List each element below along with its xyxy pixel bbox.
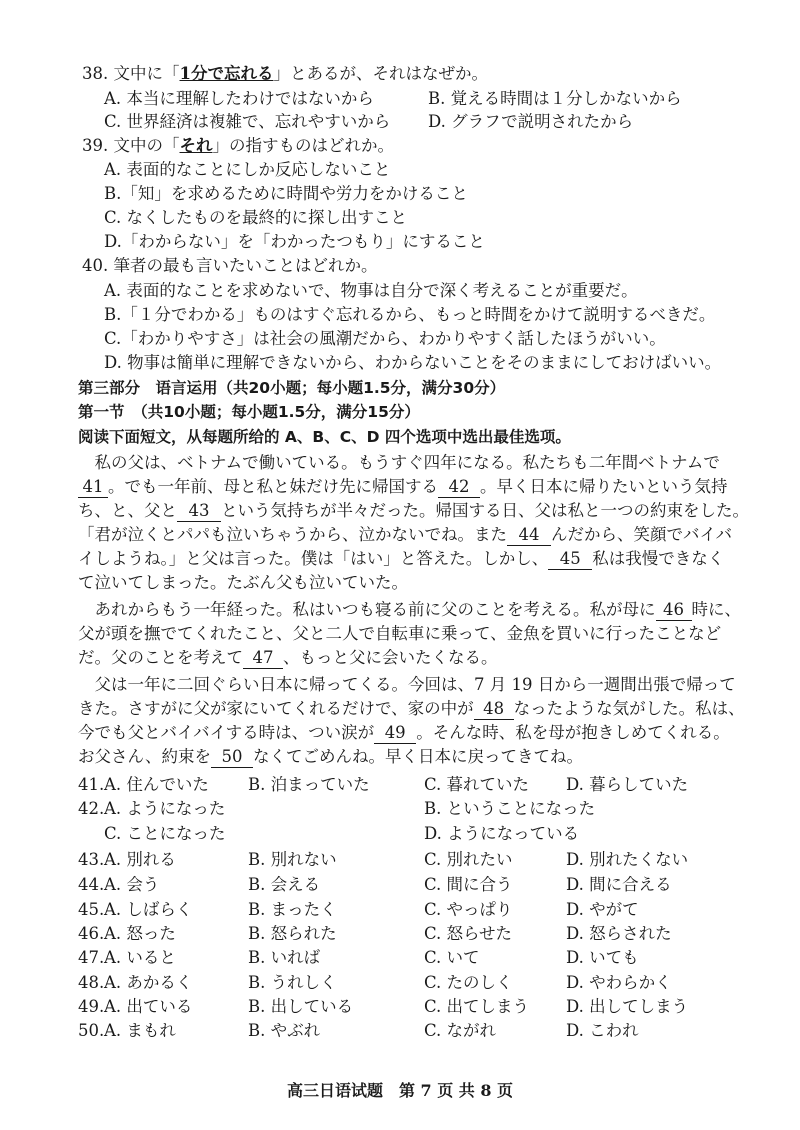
choice-option[interactable]: A. 別れる	[104, 850, 176, 869]
q38-option-d[interactable]: D. グラフで説明されたから	[428, 112, 634, 131]
q40-option-c[interactable]: C.「わかりやすさ」は社会の風潮だから、わかりやすく話したほうがいい。	[104, 329, 666, 348]
q39-option-b[interactable]: B.「知」を求めるために時間や労力をかけること	[104, 184, 468, 203]
q39-stem: 39. 文中の「それ」の指すものはどれか。	[82, 136, 394, 155]
passage-line: きた。さすがに父が家にいてくれるだけで、家の中が 48 なったような気がした。私は、	[78, 699, 745, 718]
q38-quote: 1分で忘れる	[179, 64, 274, 83]
choice-option[interactable]: B. 別れない	[248, 850, 337, 869]
choice-option[interactable]: C. いて	[424, 948, 480, 967]
passage-line: 41 。でも一年前、母と私と妹だけ先に帰国する 42 。早く日本に帰りたいという気持	[78, 475, 728, 499]
instruction: 阅读下面短文，从每题所给的 A、B、C、D 四个选项中选出最佳选项。	[78, 428, 571, 446]
choice-option[interactable]: C. ことになった	[104, 824, 226, 843]
choice-option[interactable]: D. 間に合える	[566, 875, 672, 894]
q39-quote: それ	[179, 136, 213, 155]
choice-option[interactable]: C. 間に合う	[424, 875, 513, 894]
blank-46: 46	[656, 600, 692, 621]
q40-option-b[interactable]: B.「１分でわかる」ものはすぐ忘れるから、もっと時間をかけて説明するべきだ。	[104, 305, 716, 324]
choice-option[interactable]: A. 出ている	[104, 997, 193, 1016]
choice-option[interactable]: D. ようになっている	[424, 824, 580, 843]
choice-option[interactable]: B. 泊まっていた	[248, 775, 370, 794]
blank-50: 50	[211, 747, 253, 768]
passage-line: 父が頭を撫でてくれたこと、父と二人で自転車に乗って、金魚を買いに行ったことなど	[78, 624, 722, 643]
choice-number: 42.	[78, 799, 105, 818]
section1-heading: 第一节 （共10小题；每小题1.5分，满分15分）	[78, 403, 420, 421]
choice-option[interactable]: C. やっぱり	[424, 900, 513, 919]
choice-option[interactable]: C. 出てしまう	[424, 997, 530, 1016]
blank-47: 47	[243, 648, 283, 669]
part3-heading: 第三部分 语言运用（共20小题；每小题1.5分，满分30分）	[78, 379, 506, 397]
passage-line: だ。父のことを考えて 47 、もっと父に会いたくなる。	[78, 648, 498, 667]
passage-line: ち、と、父と 43 という気持ちが半々だった。帰国する日、父は私と一つの約束をした。	[78, 501, 749, 520]
choice-number: 43.	[78, 850, 105, 869]
choice-number: 49.	[78, 997, 105, 1016]
choice-option[interactable]: D. 暮らしていた	[566, 775, 689, 794]
choice-option[interactable]: A. 住んでいた	[104, 775, 209, 794]
q40-stem: 40. 筆者の最も言いたいことはどれか。	[82, 256, 378, 275]
choice-option[interactable]: A. ようになった	[104, 799, 226, 818]
choice-option[interactable]: C. 暮れていた	[424, 775, 530, 794]
passage-line: 父は一年に二回ぐらい日本に帰ってくる。今回は、7 月 19 日から一週間出張で帰って	[78, 675, 736, 694]
choice-option[interactable]: B. 怒られた	[248, 924, 337, 943]
choice-number: 47.	[78, 948, 105, 967]
choice-number: 45.	[78, 900, 105, 919]
choice-number: 46.	[78, 924, 105, 943]
q38-option-a[interactable]: A. 本当に理解したわけではないから	[104, 89, 374, 108]
choice-option[interactable]: D. こわれ	[566, 1021, 639, 1040]
q38-option-b[interactable]: B. 覚える時間は１分しかないから	[428, 89, 682, 108]
choice-option[interactable]: B. 出している	[248, 997, 354, 1016]
choice-number: 41.	[78, 775, 105, 794]
choice-option[interactable]: A. 怒った	[104, 924, 176, 943]
passage-line: あれからもう一年経った。私はいつも寝る前に父のことを考える。私が母に 46 時に、	[78, 600, 741, 619]
passage-line: 今でも父とバイバイする時は、つい涙が 49 。そんな時、私を母が抱きしめてくれる。	[78, 723, 730, 742]
passage-line: イしようね。」と父は言った。僕は「はい」と答えた。しかし、 45 私は我慢できなく	[78, 549, 725, 568]
passage-line: 「君が泣くとパパも泣いちゃうから、泣かないでね。また 44 んだから、笑顔でバイバ	[78, 525, 733, 544]
choice-option[interactable]: A. いると	[104, 948, 176, 967]
choice-option[interactable]: A. 会う	[104, 875, 160, 894]
choice-option[interactable]: D. 出してしまう	[566, 997, 689, 1016]
choice-option[interactable]: B. やぶれ	[248, 1021, 321, 1040]
choice-option[interactable]: D. やがて	[566, 900, 639, 919]
blank-42: 42	[438, 477, 480, 498]
passage-line: 私の父は、ベトナムで働いている。もうすぐ四年になる。私たちも二年間ベトナムで	[78, 453, 720, 472]
blank-45: 45	[548, 549, 592, 570]
q39-option-a[interactable]: A. 表面的なことにしか反応しないこと	[104, 160, 391, 179]
choice-option[interactable]: C. 怒らせた	[424, 924, 513, 943]
choice-option[interactable]: C. 別れたい	[424, 850, 513, 869]
choice-option[interactable]: B. ということになった	[424, 799, 596, 818]
q38-stem: 38. 文中に「1分で忘れる」とあるが、それはなぜか。	[82, 64, 488, 83]
blank-43: 43	[177, 501, 221, 522]
choice-option[interactable]: B. いれば	[248, 948, 321, 967]
choice-option[interactable]: D. 別れたくない	[566, 850, 689, 869]
passage-line: て泣いてしまった。たぶん父も泣いていた。	[78, 573, 408, 592]
q39-option-d[interactable]: D.「わからない」を「わかったつもり」にすること	[104, 232, 485, 251]
blank-48: 48	[474, 699, 514, 720]
q38-option-c[interactable]: C. 世界経済は複雑で、忘れやすいから	[104, 112, 391, 131]
choice-option[interactable]: A. あかるく	[104, 973, 193, 992]
passage-line: お父さん、約束を 50 なくてごめんね。早く日本に戻ってきてね。	[78, 747, 583, 766]
q39-option-c[interactable]: C. なくしたものを最終的に探し出すこと	[104, 208, 408, 227]
choice-option[interactable]: B. うれしく	[248, 973, 337, 992]
choice-option[interactable]: B. 会える	[248, 875, 321, 894]
choice-number: 44.	[78, 875, 105, 894]
choice-option[interactable]: D. やわらかく	[566, 973, 672, 992]
choice-option[interactable]: C. たのしく	[424, 973, 513, 992]
blank-41: 41	[78, 477, 108, 498]
choice-number: 50.	[78, 1021, 105, 1040]
q40-option-d[interactable]: D. 物事は簡単に理解できないから、わからないことをそのままにしておけばいい。	[104, 353, 722, 372]
choice-number: 48.	[78, 973, 105, 992]
page-footer: 高三日语试题 第 7 页 共 8 页	[286, 1081, 514, 1100]
choice-option[interactable]: A. しばらく	[104, 900, 193, 919]
choice-option[interactable]: A. まもれ	[104, 1021, 176, 1040]
blank-49: 49	[374, 723, 416, 744]
q40-option-a[interactable]: A. 表面的なことを求めないで、物事は自分で深く考えることが重要だ。	[104, 281, 638, 300]
choice-option[interactable]: D. いても	[566, 948, 639, 967]
choice-option[interactable]: B. まったく	[248, 900, 337, 919]
choice-option[interactable]: C. ながれ	[424, 1021, 497, 1040]
blank-44: 44	[507, 525, 551, 546]
choice-option[interactable]: D. 怒らされた	[566, 924, 672, 943]
